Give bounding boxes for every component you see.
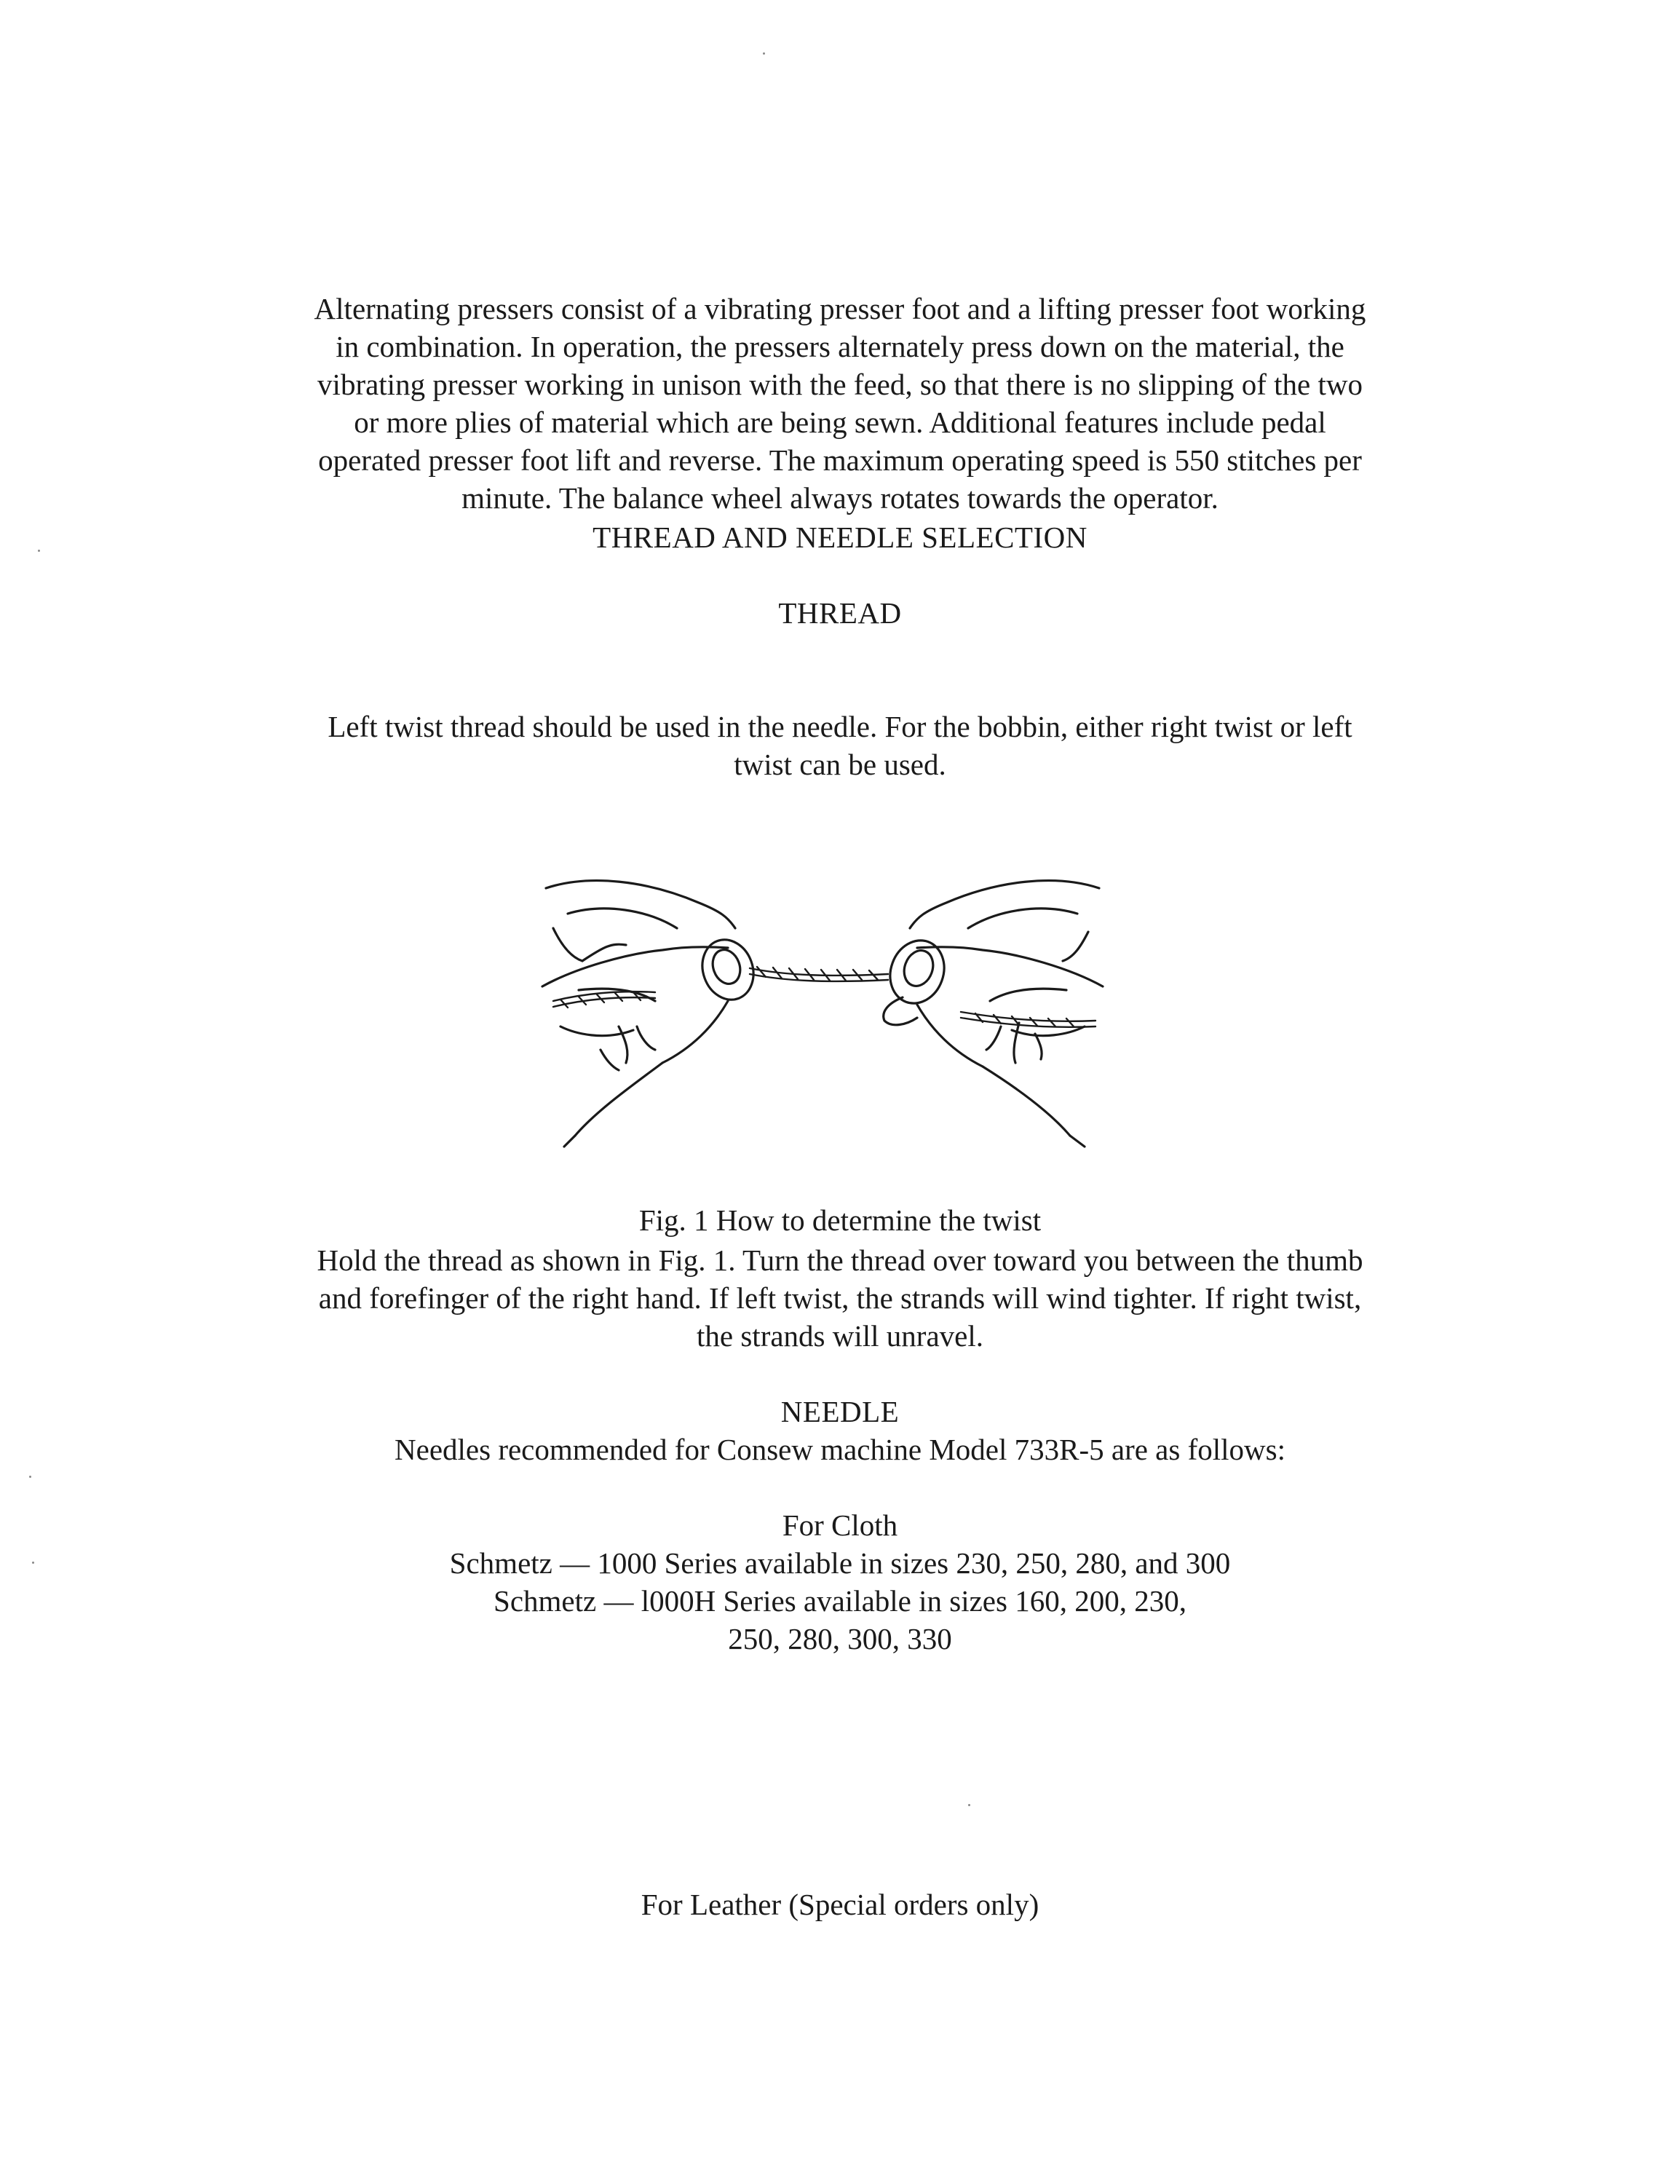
intro-paragraph (0, 290, 1680, 517)
intro-line: in combination. In operation, the pressers alternately press down on the material, the (336, 330, 1344, 363)
intro-line: vibrating presser working in unison with the feed, so that there is no slipping of the two (317, 368, 1363, 401)
scan-speck (38, 550, 40, 552)
scan-speck (29, 1476, 31, 1478)
hands-twisting-thread-illustration (510, 859, 1136, 1165)
twist-line: and forefinger of the right hand. If left twist, the strands will wind tighter. If right twist, (318, 1281, 1362, 1315)
twist-line: Hold the thread as shown in Fig. 1. Turn the thread over toward you between the thumb (317, 1243, 1363, 1277)
thread-heading: THREAD (778, 596, 902, 630)
left-hand-drawing (542, 881, 761, 1147)
thread-line: twist can be used. (734, 748, 946, 781)
scan-speck (32, 1562, 34, 1564)
twist-instructions (0, 1241, 1680, 1355)
right-hand-drawing (881, 881, 1103, 1147)
cloth-list (0, 1544, 1680, 1658)
intro-line: minute. The balance wheel always rotates towards the operator. (461, 481, 1219, 515)
scan-speck (968, 1804, 970, 1806)
needle-intro: Needles recommended for Consew machine Model 733R-5 are as follows: (395, 1433, 1285, 1466)
thread-paragraph (0, 708, 1680, 783)
cloth-line: Schmetz — 1000 Series available in sizes 230, 250, 280, and 300 (449, 1546, 1231, 1580)
cloth-line: Schmetz — l000H Series available in sizes 160, 200, 230, (494, 1584, 1186, 1618)
intro-line: Alternating pressers consist of a vibrating presser foot and a lifting presser foot working (314, 292, 1366, 325)
scan-speck (763, 52, 765, 55)
figure-caption: Fig. 1 How to determine the twist (638, 1203, 1042, 1237)
twist-line: the strands will unravel. (697, 1319, 983, 1353)
leather-heading: For Leather (Special orders only) (641, 1888, 1039, 1921)
intro-line: or more plies of material which are being sewn. Additional features include pedal (354, 405, 1326, 439)
cloth-heading: For Cloth (782, 1508, 898, 1542)
intro-line: operated presser foot lift and reverse. The maximum operating speed is 550 stitches per (318, 443, 1362, 477)
cloth-line: 250, 280, 300, 330 (728, 1622, 952, 1655)
needle-heading: NEEDLE (780, 1395, 900, 1428)
thread-line: Left twist thread should be used in the needle. For the bobbin, either right twist or left (328, 710, 1352, 743)
twisted-thread-drawing (553, 967, 1095, 1027)
section-heading: THREAD AND NEEDLE SELECTION (593, 521, 1087, 554)
